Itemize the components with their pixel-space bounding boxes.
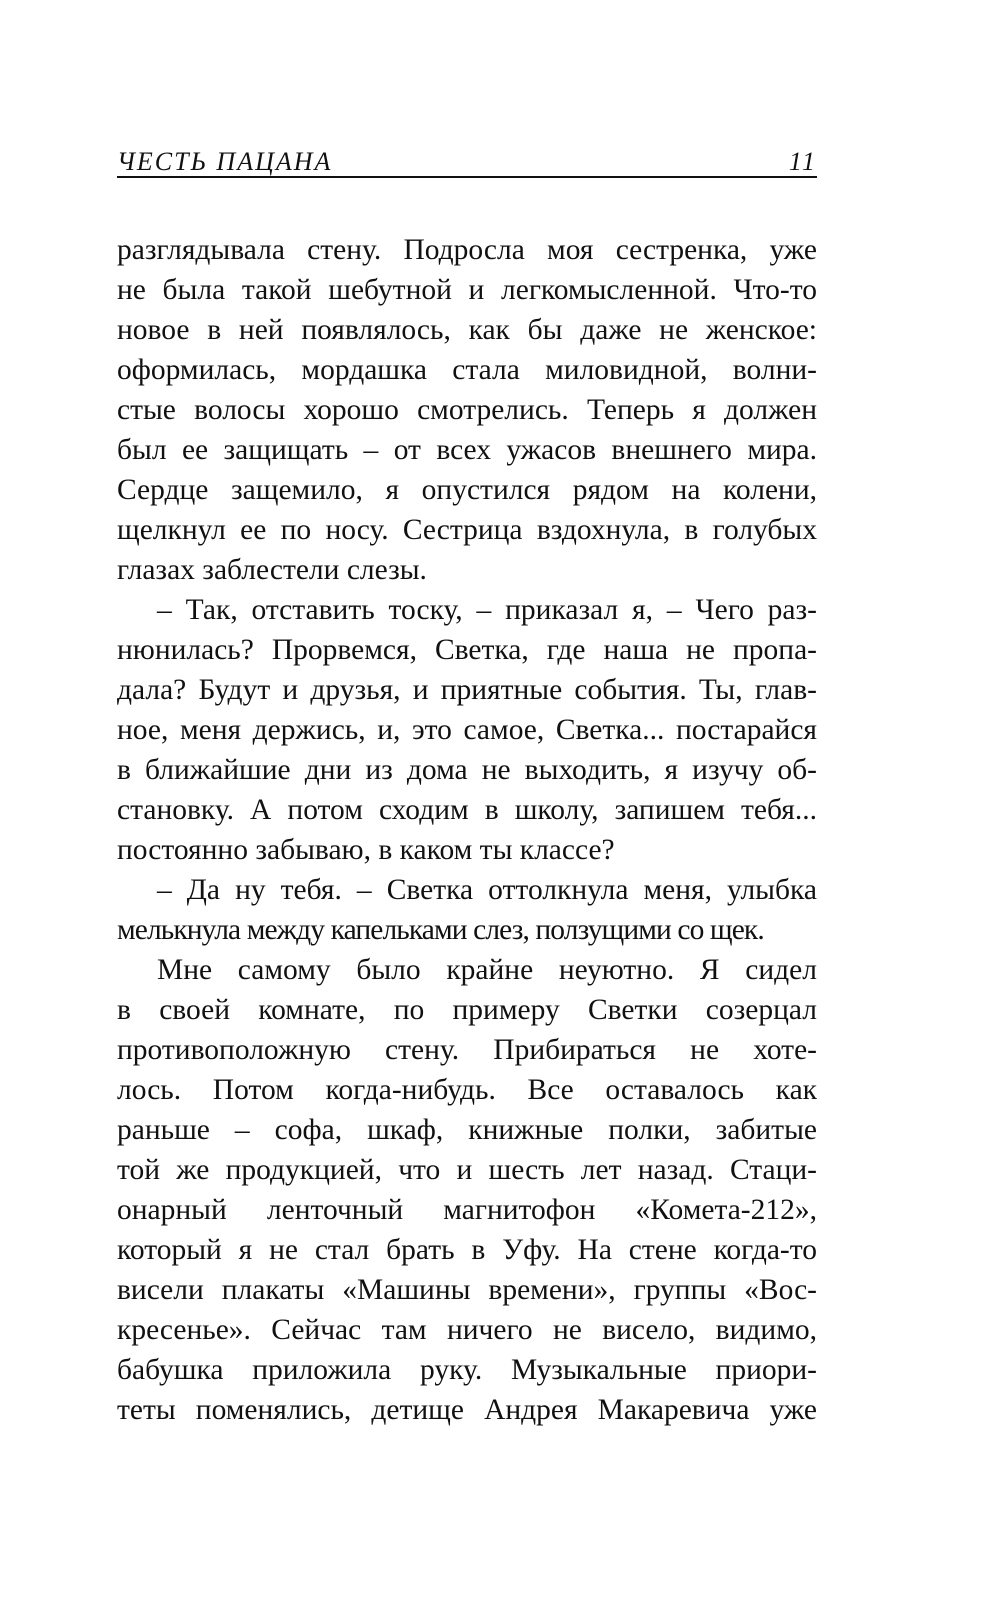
text-line: кресенье». Сейчас там ничего не висело, видимо, <box>117 1314 817 1346</box>
text-line: оформилась, мордашка стала миловидной, волни- <box>117 354 817 386</box>
text-line: стые волосы хорошо смотрелись. Теперь я должен <box>117 394 817 426</box>
text-line: той же продукцией, что и шесть лет назад. Стаци- <box>117 1154 817 1186</box>
text-line: в ближайшие дни из дома не выходить, я изучу об- <box>117 754 817 786</box>
book-page <box>117 0 817 1616</box>
text-line: противоположную стену. Прибираться не хоте- <box>117 1034 817 1066</box>
text-line: онарный ленточный магнитофон «Комета-212», <box>117 1194 817 1226</box>
text-line: который я не стал брать в Уфу. На стене когда-то <box>117 1234 817 1266</box>
text-line: в своей комнате, по примеру Светки созерцал <box>117 994 817 1026</box>
text-line: мелькнула между капельками слез, ползущими со щек. <box>117 914 764 946</box>
body-text <box>117 230 817 1430</box>
text-line: новое в ней появлялось, как бы даже не женское: <box>117 314 817 346</box>
text-line: постоянно забываю, в каком ты классе? <box>117 834 615 866</box>
text-line: Сердце защемило, я опустился рядом на колени, <box>117 474 817 506</box>
running-header <box>117 135 817 175</box>
text-line: нюнилась? Прорвемся, Светка, где наша не пропа- <box>117 634 817 666</box>
page-number: 11 <box>788 147 817 176</box>
header-rule <box>117 176 817 178</box>
text-line: лось. Потом когда-нибудь. Все оставалось как <box>117 1074 817 1106</box>
text-line: глазах заблестели слезы. <box>117 554 427 586</box>
text-line: был ее защищать – от всех ужасов внешнего мира. <box>117 434 817 466</box>
text-line: Мне самому было крайне неуютно. Я сидел <box>157 954 817 986</box>
text-line: не была такой шебутной и легкомысленной. Что-то <box>117 274 817 306</box>
text-line: раньше – софа, шкаф, книжные полки, забитые <box>117 1114 817 1146</box>
book-title: ЧЕСТЬ ПАЦАНА <box>117 147 333 176</box>
text-line: разглядывала стену. Подросла моя сестренка, уже <box>117 234 817 266</box>
text-line: дала? Будут и друзья, и приятные события. Ты, глав- <box>117 674 817 706</box>
text-line: – Так, отставить тоску, – приказал я, – Чего раз- <box>157 594 817 626</box>
text-line: ное, меня держись, и, это самое, Светка... постарайся <box>117 714 817 746</box>
text-line: щелкнул ее по носу. Сестрица вздохнула, в голубых <box>117 514 817 546</box>
text-line: – Да ну тебя. – Светка оттолкнула меня, улыбка <box>157 874 817 906</box>
text-line: висели плакаты «Машины времени», группы «Вос- <box>117 1274 817 1306</box>
text-line: теты поменялись, детище Андрея Макаревича уже <box>117 1394 817 1426</box>
text-line: становку. А потом сходим в школу, запишем тебя... <box>117 794 817 826</box>
text-line: бабушка приложила руку. Музыкальные приори- <box>117 1354 817 1386</box>
